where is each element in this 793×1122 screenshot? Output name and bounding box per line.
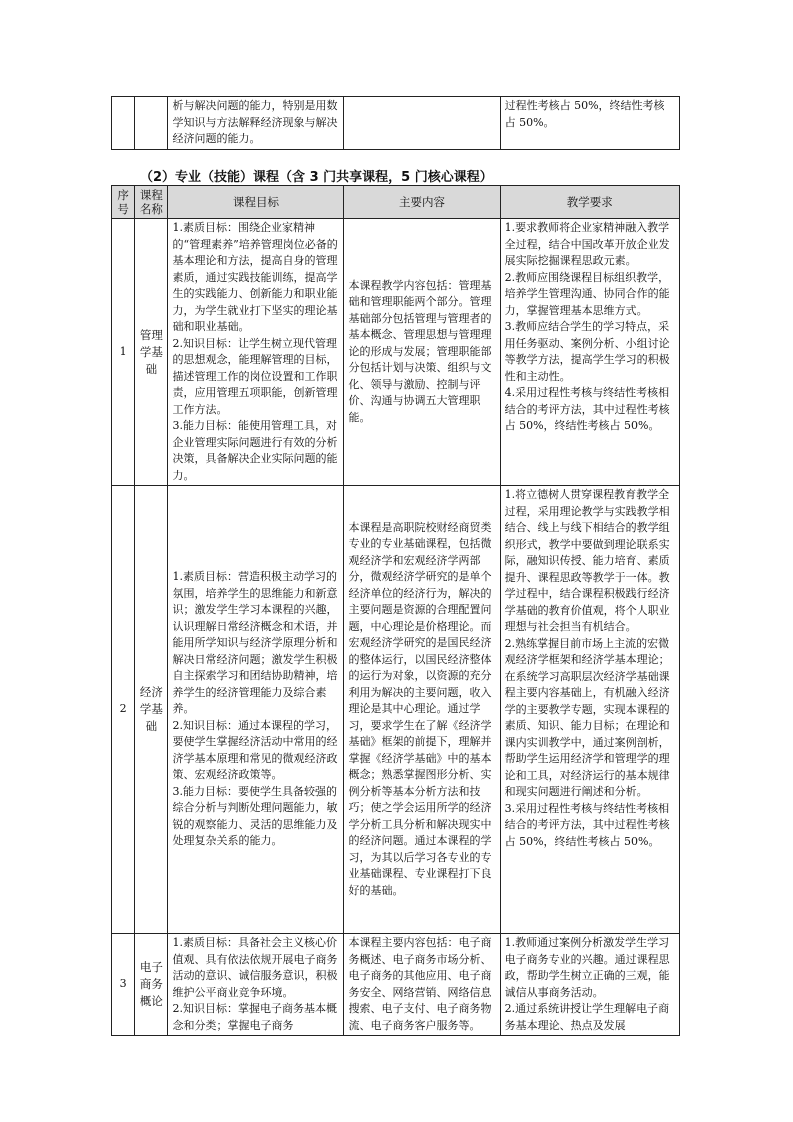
cell-content: 本课程是高职院校财经商贸类专业的专业基础课程，包括微观经济学和宏观经济学两部分，微观经济学研究的是单个经济单位的经济行为，解决的主要问题是资源的合理配置问题，中心理论是价格理论。而宏观经济学研究的是国民经济的整体运行，以国民经济整体的运行为对象，以资源的充分利用为解决的主要问题，收入理论是其中心理论。通过学习，要求学生在了解《经济学基础》框架的前提下，理解并掌握《经济学基础》中的基本概念；熟悉掌握图形分析、实例分析等基本分析方法和技巧；使之学会运用所学的经济学分析工具分析和解决现实中的经济问题。通过本课程的学习，为其以后学习各专业的专业基础课程、专业课程打下良好的基础。 [344, 486, 500, 934]
cell-req: 1.要求教师将企业家精神融入教学全过程，结合中国改革开放企业发展实际挖掘课程思政元素。 2.教师应围绕课程目标组织教学，培养学生管理沟通、协同合作的能力，掌握管理基本思维方式。 3.教师应结合学生的学习特点，采用任务驱动、案例分析、小组讨论等教学方法，提高学生学习的积极性和主动性。 4.采用过程性考核与终结性考核相结合的考评方法，其中过程性考核占 50%，终结性考核占 50%。 [500, 219, 679, 486]
continued-table [111, 96, 680, 150]
cell-no: 3 [112, 934, 135, 1036]
course-table [111, 185, 680, 1036]
table-row [112, 219, 680, 486]
cell-goal: 1.素质目标：围绕企业家精神的“管理素养”培养管理岗位必备的基本理论和方法，提高自身的管理素质，通过实践技能训练，提高学生的实践能力、创新能力和职业能力，为学生就业打下坚实的理论基础和职业基础。 2.知识目标：让学生树立现代管理的思想观念，能理解管理的目标，描述管理工作的岗位设置和工作职责，应用管理五项职能，创新管理工作方法。 3.能力目标：能使用管理工具，对企业管理实际问题进行有效的分析决策，具备解决企业实际问题的能力。 [168, 219, 344, 486]
cell-name [135, 97, 168, 150]
cell-req: 1.将立德树人贯穿课程教育教学全过程，采用理论教学与实践教学相结合、线上与线下相结合的教学组织形式，教学中要做到理论联系实际，融知识传授、能力培育、素质提升、课程思政等教学于一体。教学过程中，结合课程积极践行经济学基础的教育价值观，将个人职业理想与社会担当有机结合。 2.熟练掌握目前市场上主流的宏微观经济学框架和经济学基本理论；在系统学习高职层次经济学基础课程主要内容基础上，有机融入经济学的主要教学专题，实现本课程的素质、知识、能力目标；在理论和课内实训教学中，通过案例剖析，帮助学生运用经济学和管理学的理论和工具，对经济运行的基本规律和现实问题进行阐述和分析。 3.采用过程性考核与终结性考核相结合的考评方法，其中过程性考核占 50%，终结性考核占 50%。 [500, 486, 679, 934]
cell-content: 本课程教学内容包括：管理基础和管理职能两个部分。管理基础部分包括管理与管理者的基本概念、管理思想与管理理论的形成与发展；管理职能部分包括计划与决策、组织与文化、领导与激励、控制与评价、沟通与协调五大管理职能。 [344, 219, 500, 486]
header-req: 教学要求 [500, 186, 679, 219]
cell-req: 过程性考核占 50%，终结性考核占 50%。 [500, 97, 679, 150]
header-name: 课程名称 [135, 186, 168, 219]
cell-no: 1 [112, 219, 135, 486]
table-row [112, 934, 680, 1036]
cell-name: 管理学基础 [135, 219, 168, 486]
header-goal: 课程目标 [168, 186, 344, 219]
cell-req: 1.教师通过案例分析激发学生学习电子商务专业的兴趣。通过课程思政，帮助学生树立正确的三观，能诚信从事商务活动。 2.通过系统讲授让学生理解电子商务基本理论、热点及发展 [500, 934, 679, 1036]
table-header-row [112, 186, 680, 219]
cell-name: 电子商务概论 [135, 934, 168, 1036]
section-heading: （2）专业（技能）课程（含 3 门共享课程，5 门核心课程） [140, 170, 493, 185]
header-no: 序号 [112, 186, 135, 219]
cell-no: 2 [112, 486, 135, 934]
table-row [112, 486, 680, 934]
cell-name: 经济学基础 [135, 486, 168, 934]
cell-goal: 析与解决问题的能力，特别是用数学知识与方法解释经济现象与解决经济问题的能力。 [168, 97, 344, 150]
cell-goal: 1.素质目标：具备社会主义核心价值观、具有依法依规开展电子商务活动的意识、诚信服务意识，积极维护公平商业竞争环境。 2.知识目标：掌握电子商务基本概念和分类；掌握电子商务 [168, 934, 344, 1036]
header-content: 主要内容 [344, 186, 500, 219]
cell-content: 本课程主要内容包括：电子商务概述、电子商务市场分析、电子商务的其他应用、电子商务安全、网络营销、网络信息搜索、电子支付、电子商务物流、电子商务客户服务等。 [344, 934, 500, 1036]
cell-no [112, 97, 135, 150]
cell-content [344, 97, 500, 150]
cell-goal: 1.素质目标：营造积极主动学习的氛围，培养学生的思维能力和新意识；激发学生学习本课程的兴趣，认识理解日常经济概念和术语，并能用所学知识与经济学原理分析和解决日常经济问题；激发学生积极自主探索学习和团结协助精神，培养学生的经济管理能力及综合素养。 2.知识目标：通过本课程的学习，要使学生掌握经济活动中常用的经济学基本原理和常见的微观经济政策、宏观经济政策等。 3.能力目标：要使学生具备较强的综合分析与判断处理问题能力，敏锐的观察能力、灵活的思维能力及处理复杂关系的能力。 [168, 486, 344, 934]
table-row [112, 97, 680, 150]
